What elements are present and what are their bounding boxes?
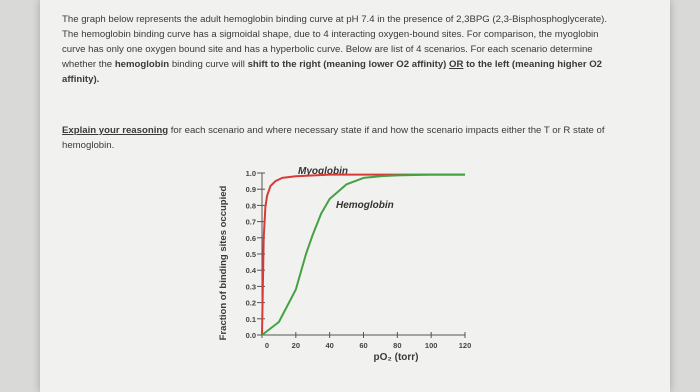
y-tick-label: 0.8	[245, 201, 256, 211]
intro-text: The graph below represents the adult hemoglobin binding curve at pH 7.4 in the presence of 2,3BPG (2,3-Bisphosphoglycerate). The hemoglobin binding curve has a sigmoidal shape, due to 4 interacting oxygen-bound sites. For comparison, the myoglobin curve has only one oxygen bound site and has a hyperbolic curve. Below are list of 4 scenarios. For each scenario determine whether the	[62, 14, 608, 70]
intro-bold-shift-left: to the left (meaning higher O2 affinity).	[62, 59, 603, 85]
hemoglobin-curve	[262, 175, 465, 335]
instruction-lead: Explain your reasoning	[62, 125, 169, 136]
y-tick-label: 1.0	[245, 169, 256, 178]
series-label-myoglobin: Myoglobin	[298, 166, 348, 177]
y-tick-label: 0.9	[245, 185, 256, 195]
myoglobin-curve	[262, 175, 465, 335]
intro-bold-or: OR	[449, 59, 464, 70]
intro-text-mid: binding curve will	[169, 59, 248, 70]
x-tick-label: 20	[291, 341, 301, 350]
intro-paragraph	[62, 12, 622, 87]
x-tick-label: 0	[264, 341, 270, 350]
instruction-paragraph	[62, 123, 627, 153]
intro-bold-shift-right: shift to the right (meaning lower O2 affinity)	[247, 59, 450, 70]
x-tick-label: 100	[424, 341, 438, 350]
intro-bold-hemoglobin: hemoglobin	[114, 59, 170, 70]
x-axis-label: pO₂ (torr)	[373, 352, 419, 363]
chart-plot-area	[262, 175, 465, 335]
y-tick-label: 0.2	[245, 298, 256, 308]
series-label-hemoglobin: Hemoglobin	[336, 200, 394, 211]
y-tick-label: 0.7	[245, 217, 256, 227]
binding-curve-chart	[40, 160, 670, 392]
y-tick-label: 0.0	[245, 331, 256, 340]
y-tick-label: 0.1	[245, 314, 256, 324]
y-tick-label: 0.6	[245, 233, 256, 243]
x-tick-label: 40	[325, 341, 334, 350]
x-tick-label: 120	[458, 341, 472, 350]
y-tick-label: 0.4	[245, 266, 256, 276]
worksheet-page	[40, 0, 670, 392]
y-tick-label: 0.5	[245, 250, 256, 259]
y-tick-label: 0.3	[245, 282, 256, 292]
x-tick-label: 80	[393, 341, 402, 350]
y-axis-label: Fraction of binding sites occupied	[218, 185, 229, 341]
instruction-text: for each scenario and where necessary state if and how the scenario impacts either the T or R state of hemoglobin.	[62, 125, 605, 151]
x-tick-label: 60	[359, 341, 368, 350]
